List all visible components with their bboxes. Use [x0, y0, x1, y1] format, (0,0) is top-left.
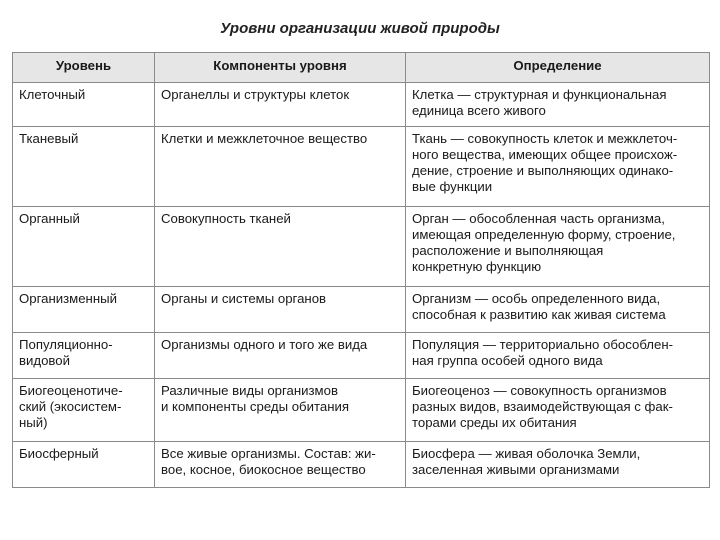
components-cell: Совокупность тканей	[155, 207, 406, 287]
table-row	[13, 333, 710, 379]
level-cell: Клеточный	[13, 83, 155, 127]
table-row	[13, 207, 710, 287]
components-cell: Органеллы и структуры клеток	[155, 83, 406, 127]
components-cell: Различные виды организмов и компоненты среды обитания	[155, 379, 406, 442]
definition-cell: Орган — обособленная часть организма, имеющая определенную форму, строение, расположение и выполняющая конкретную функцию	[406, 207, 710, 287]
levels-table	[12, 52, 710, 488]
level-cell: Тканевый	[13, 127, 155, 207]
level-cell: Органный	[13, 207, 155, 287]
definition-cell: Клетка — структурная и функциональная единица всего живого	[406, 83, 710, 127]
level-cell: Биосферный	[13, 442, 155, 488]
level-cell: Биогеоценотиче- ский (экосистем- ный)	[13, 379, 155, 442]
header-definition: Определение	[406, 53, 710, 83]
definition-cell: Биогеоценоз — совокупность организмов разных видов, взаимодействующая с фак- торами среды их обитания	[406, 379, 710, 442]
components-cell: Все живые организмы. Состав: жи- вое, косное, биокосное вещество	[155, 442, 406, 488]
header-components: Компоненты уровня	[155, 53, 406, 83]
page-title: Уровни организации живой природы	[220, 20, 500, 37]
header-level: Уровень	[13, 53, 155, 83]
table-row	[13, 83, 710, 127]
table-row	[13, 287, 710, 333]
table-header-row	[13, 53, 710, 83]
components-cell: Органы и системы органов	[155, 287, 406, 333]
table-row	[13, 442, 710, 488]
definition-cell: Ткань — совокупность клеток и межклеточ- ного вещества, имеющих общее происхож- дение, строение и выполняющих одинако- вые функции	[406, 127, 710, 207]
definition-cell: Организм — особь определенного вида, способная к развитию как живая система	[406, 287, 710, 333]
table-row	[13, 379, 710, 442]
definition-cell: Популяция — территориально обособлен- ная группа особей одного вида	[406, 333, 710, 379]
level-cell: Организменный	[13, 287, 155, 333]
table-row	[13, 127, 710, 207]
definition-cell: Биосфера — живая оболочка Земли, заселенная живыми организмами	[406, 442, 710, 488]
components-cell: Организмы одного и того же вида	[155, 333, 406, 379]
level-cell: Популяционно- видовой	[13, 333, 155, 379]
components-cell: Клетки и межклеточное вещество	[155, 127, 406, 207]
